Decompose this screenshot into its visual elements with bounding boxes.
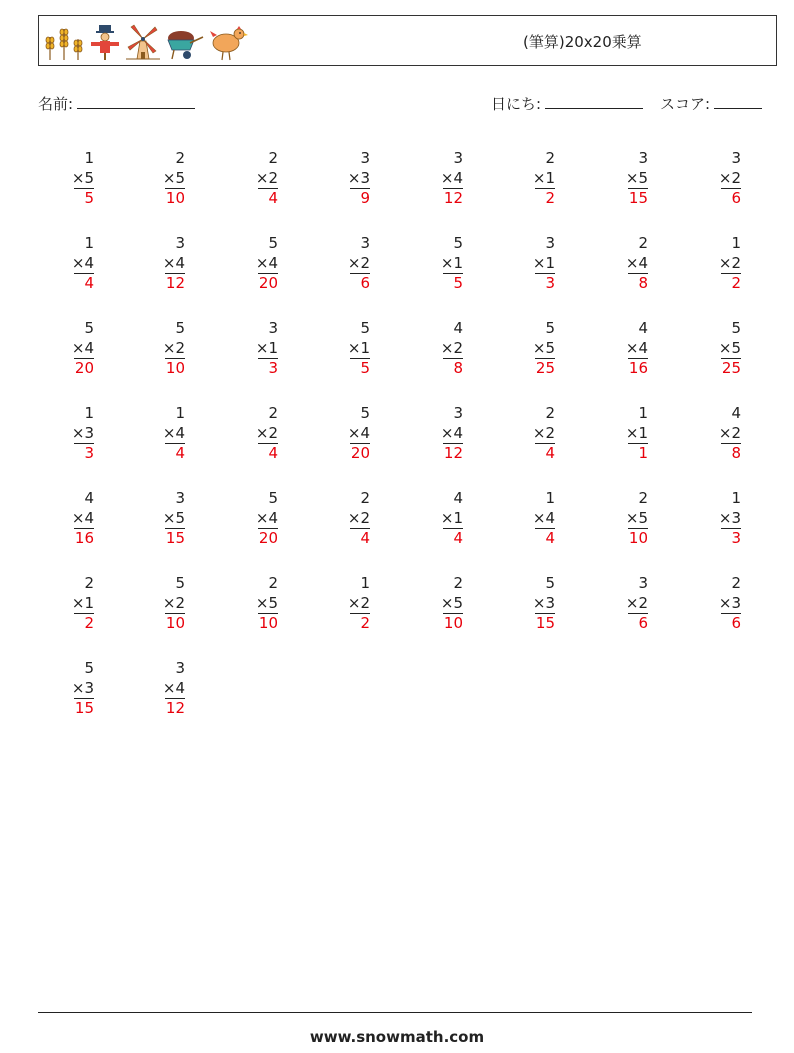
- multiplicand: 3: [638, 574, 648, 592]
- multiplier: ×1: [440, 253, 463, 272]
- multiplier: ×3: [718, 593, 741, 612]
- answer: 9: [360, 189, 370, 207]
- problem-item: [340, 319, 370, 379]
- problem-item: [433, 574, 463, 634]
- problem-item: [711, 489, 741, 549]
- problem-item: [340, 149, 370, 209]
- problem-item: [711, 234, 741, 294]
- score-label: スコア:: [660, 95, 711, 113]
- problem-item: [248, 149, 278, 209]
- answer: 25: [721, 359, 741, 377]
- name-blank[interactable]: [77, 94, 195, 109]
- answer: 4: [360, 529, 370, 547]
- multiplicand: 1: [84, 404, 94, 422]
- multiplicand: 3: [360, 234, 370, 252]
- multiplier: ×5: [71, 168, 94, 187]
- problem-item: [711, 404, 741, 464]
- multiplicand: 1: [638, 404, 648, 422]
- wheelbarrow-icon: [165, 23, 205, 61]
- answer: 8: [453, 359, 463, 377]
- multiplier: ×2: [347, 253, 370, 272]
- multiplier: ×5: [440, 593, 463, 612]
- multiplier: ×4: [255, 508, 278, 527]
- problem-item: [155, 234, 185, 294]
- multiplicand: 5: [545, 574, 555, 592]
- answer: 15: [535, 614, 555, 632]
- answer: 5: [360, 359, 370, 377]
- multiplier: ×1: [71, 593, 94, 612]
- problem-item: [711, 574, 741, 634]
- multiplicand: 5: [268, 489, 278, 507]
- multiplier: ×4: [347, 423, 370, 442]
- multiplicand: 1: [360, 574, 370, 592]
- problem-item: [64, 149, 94, 209]
- multiplicand: 5: [360, 319, 370, 337]
- answer: 6: [360, 274, 370, 292]
- multiplicand: 3: [175, 489, 185, 507]
- multiplicand: 2: [175, 149, 185, 167]
- multiplier: ×1: [532, 253, 555, 272]
- problem-item: [248, 574, 278, 634]
- problem-item: [248, 404, 278, 464]
- problem-item: [64, 659, 94, 719]
- multiplier: ×4: [71, 253, 94, 272]
- answer: 8: [638, 274, 648, 292]
- multiplicand: 5: [175, 574, 185, 592]
- multiplicand: 2: [268, 404, 278, 422]
- multiplicand: 1: [731, 234, 741, 252]
- answer: 25: [535, 359, 555, 377]
- problem-item: [525, 234, 555, 294]
- answer: 4: [268, 444, 278, 462]
- problem-item: [155, 404, 185, 464]
- answer: 3: [84, 444, 94, 462]
- multiplicand: 3: [175, 659, 185, 677]
- header-box: [38, 15, 777, 66]
- problem-item: [525, 319, 555, 379]
- multiplier: ×1: [440, 508, 463, 527]
- answer: 4: [84, 274, 94, 292]
- answer: 8: [731, 444, 741, 462]
- header-icons: [43, 21, 249, 61]
- multiplier: ×2: [718, 423, 741, 442]
- multiplicand: 2: [545, 404, 555, 422]
- multiplier: ×5: [625, 508, 648, 527]
- multiplicand: 3: [175, 234, 185, 252]
- problem-item: [618, 404, 648, 464]
- answer: 3: [545, 274, 555, 292]
- multiplicand: 5: [84, 659, 94, 677]
- multiplier: ×1: [347, 338, 370, 357]
- multiplicand: 1: [84, 149, 94, 167]
- answer: 6: [731, 614, 741, 632]
- answer: 5: [84, 189, 94, 207]
- answer: 12: [443, 189, 463, 207]
- answer: 4: [268, 189, 278, 207]
- multiplier: ×4: [532, 508, 555, 527]
- multiplier: ×2: [162, 593, 185, 612]
- answer: 3: [268, 359, 278, 377]
- answer: 12: [165, 699, 185, 717]
- multiplier: ×5: [255, 593, 278, 612]
- answer: 2: [84, 614, 94, 632]
- multiplier: ×4: [625, 253, 648, 272]
- multiplicand: 3: [545, 234, 555, 252]
- problem-item: [340, 574, 370, 634]
- multiplicand: 5: [268, 234, 278, 252]
- multiplicand: 3: [453, 404, 463, 422]
- problem-item: [248, 319, 278, 379]
- multiplier: ×4: [162, 423, 185, 442]
- multiplier: ×1: [532, 168, 555, 187]
- answer: 6: [638, 614, 648, 632]
- multiplier: ×4: [162, 253, 185, 272]
- multiplicand: 5: [545, 319, 555, 337]
- multiplicand: 2: [268, 574, 278, 592]
- problem-item: [433, 319, 463, 379]
- problem-item: [248, 234, 278, 294]
- footer-site: www.snowmath.com: [309, 1028, 485, 1046]
- answer: 16: [628, 359, 648, 377]
- multiplier: ×4: [255, 253, 278, 272]
- answer: 2: [731, 274, 741, 292]
- scarecrow-icon: [89, 23, 121, 61]
- multiplicand: 4: [638, 319, 648, 337]
- problem-item: [433, 404, 463, 464]
- problem-item: [711, 149, 741, 209]
- problem-item: [64, 319, 94, 379]
- score-field: [660, 93, 762, 114]
- multiplicand: 3: [268, 319, 278, 337]
- multiplicand: 4: [453, 489, 463, 507]
- problem-item: [433, 149, 463, 209]
- answer: 10: [165, 614, 185, 632]
- multiplicand: 5: [84, 319, 94, 337]
- multiplicand: 2: [360, 489, 370, 507]
- problem-item: [525, 404, 555, 464]
- problem-item: [155, 659, 185, 719]
- multiplier: ×4: [71, 338, 94, 357]
- multiplicand: 4: [731, 404, 741, 422]
- answer: 1: [638, 444, 648, 462]
- multiplier: ×5: [532, 338, 555, 357]
- multiplicand: 5: [360, 404, 370, 422]
- multiplier: ×4: [71, 508, 94, 527]
- date-label: 日にち:: [491, 95, 542, 113]
- answer: 20: [258, 529, 278, 547]
- problem-item: [248, 489, 278, 549]
- problem-item: [155, 149, 185, 209]
- multiplier: ×2: [255, 168, 278, 187]
- date-blank[interactable]: [545, 94, 643, 109]
- date-field: [491, 93, 643, 114]
- windmill-icon: [125, 23, 161, 61]
- answer: 10: [628, 529, 648, 547]
- name-field: [38, 93, 195, 114]
- answer: 15: [628, 189, 648, 207]
- multiplicand: 5: [175, 319, 185, 337]
- multiplicand: 1: [84, 234, 94, 252]
- multiplicand: 1: [545, 489, 555, 507]
- answer: 12: [443, 444, 463, 462]
- chicken-icon: [209, 23, 249, 61]
- multiplicand: 3: [638, 149, 648, 167]
- answer: 5: [453, 274, 463, 292]
- multiplier: ×3: [532, 593, 555, 612]
- answer: 10: [443, 614, 463, 632]
- answer: 4: [545, 529, 555, 547]
- multiplier: ×3: [71, 423, 94, 442]
- multiplier: ×3: [347, 168, 370, 187]
- multiplicand: 2: [453, 574, 463, 592]
- answer: 4: [545, 444, 555, 462]
- multiplier: ×4: [625, 338, 648, 357]
- multiplier: ×3: [71, 678, 94, 697]
- answer: 20: [74, 359, 94, 377]
- name-label: 名前:: [38, 95, 74, 113]
- multiplier: ×2: [532, 423, 555, 442]
- problem-item: [525, 149, 555, 209]
- multiplier: ×4: [440, 423, 463, 442]
- answer: 20: [350, 444, 370, 462]
- multiplicand: 2: [638, 234, 648, 252]
- problem-item: [340, 489, 370, 549]
- multiplicand: 1: [731, 489, 741, 507]
- problem-item: [340, 234, 370, 294]
- multiplier: ×2: [440, 338, 463, 357]
- multiplier: ×5: [162, 508, 185, 527]
- score-blank[interactable]: [714, 94, 762, 109]
- answer: 2: [360, 614, 370, 632]
- answer: 4: [453, 529, 463, 547]
- multiplier: ×2: [347, 593, 370, 612]
- multiplicand: 3: [731, 149, 741, 167]
- problem-item: [433, 489, 463, 549]
- multiplier: ×5: [718, 338, 741, 357]
- multiplicand: 5: [453, 234, 463, 252]
- problem-item: [155, 319, 185, 379]
- multiplicand: 4: [84, 489, 94, 507]
- multiplier: ×2: [255, 423, 278, 442]
- multiplier: ×2: [347, 508, 370, 527]
- problem-item: [433, 234, 463, 294]
- problem-item: [525, 489, 555, 549]
- multiplicand: 5: [731, 319, 741, 337]
- multiplicand: 3: [360, 149, 370, 167]
- answer: 20: [258, 274, 278, 292]
- answer: 10: [165, 359, 185, 377]
- problem-item: [618, 149, 648, 209]
- problem-item: [618, 574, 648, 634]
- multiplicand: 2: [731, 574, 741, 592]
- multiplicand: 3: [453, 149, 463, 167]
- multiplier: ×1: [625, 423, 648, 442]
- problem-item: [618, 319, 648, 379]
- page-title: (筆算)20x20乗算: [523, 33, 642, 51]
- answer: 10: [258, 614, 278, 632]
- multiplier: ×1: [255, 338, 278, 357]
- problem-item: [64, 574, 94, 634]
- answer: 10: [165, 189, 185, 207]
- multiplier: ×2: [718, 168, 741, 187]
- answer: 16: [74, 529, 94, 547]
- multiplier: ×2: [162, 338, 185, 357]
- multiplier: ×2: [718, 253, 741, 272]
- multiplicand: 2: [84, 574, 94, 592]
- problem-item: [340, 404, 370, 464]
- problem-item: [64, 489, 94, 549]
- multiplier: ×3: [718, 508, 741, 527]
- answer: 15: [74, 699, 94, 717]
- multiplier: ×4: [162, 678, 185, 697]
- answer: 4: [175, 444, 185, 462]
- problem-item: [711, 319, 741, 379]
- problem-item: [618, 234, 648, 294]
- problem-item: [525, 574, 555, 634]
- multiplier: ×5: [625, 168, 648, 187]
- multiplicand: 2: [268, 149, 278, 167]
- problem-item: [64, 234, 94, 294]
- multiplier: ×2: [625, 593, 648, 612]
- multiplicand: 4: [453, 319, 463, 337]
- multiplicand: 1: [175, 404, 185, 422]
- wheat-icon: [43, 23, 85, 61]
- problem-item: [64, 404, 94, 464]
- footer-divider: [38, 1012, 752, 1013]
- answer: 6: [731, 189, 741, 207]
- answer: 12: [165, 274, 185, 292]
- multiplier: ×5: [162, 168, 185, 187]
- multiplicand: 2: [545, 149, 555, 167]
- problem-item: [155, 574, 185, 634]
- multiplier: ×4: [440, 168, 463, 187]
- answer: 3: [731, 529, 741, 547]
- answer: 15: [165, 529, 185, 547]
- problem-item: [155, 489, 185, 549]
- answer: 2: [545, 189, 555, 207]
- problem-item: [618, 489, 648, 549]
- multiplicand: 2: [638, 489, 648, 507]
